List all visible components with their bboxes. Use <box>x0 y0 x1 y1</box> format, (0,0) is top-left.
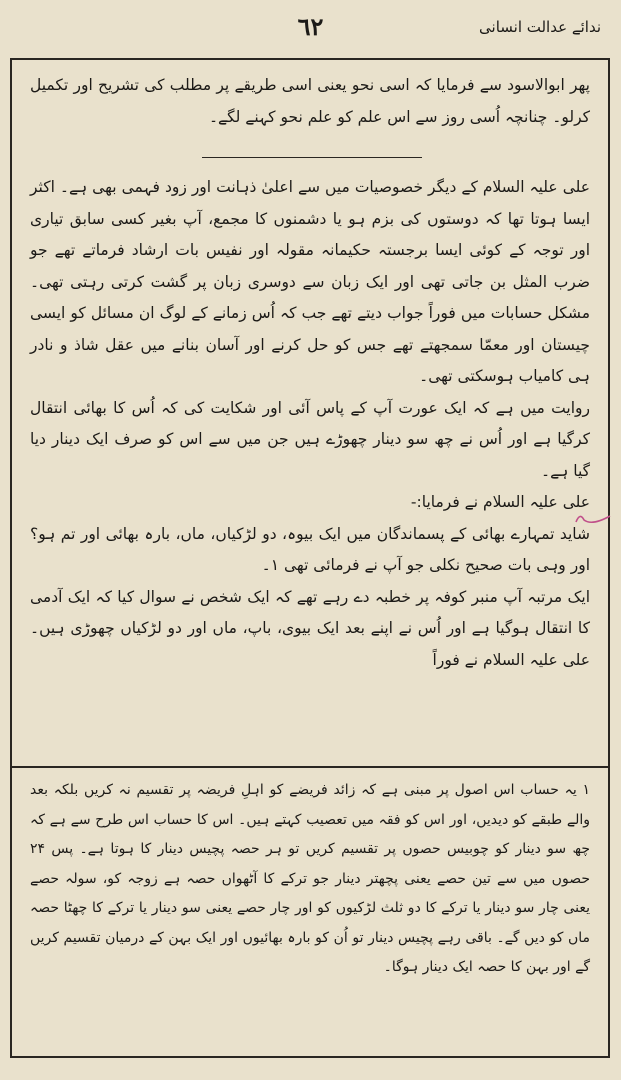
running-title: ندائے عدالت انسانی <box>479 18 601 36</box>
paragraph: ایک مرتبہ آپ منبر کوفہ پر خطبہ دے رہے تھے کہ ایک شخص نے سوال کیا کہ ایک آدمی کا انتقال ہوگیا ہے اور اُس نے اپنے بعد ایک بیوی، باپ، ماں اور دو لڑکیاں چھوڑی ہیں۔ علی علیہ السلام نے فوراً <box>30 587 590 669</box>
main-text <box>30 172 590 676</box>
page-header <box>0 6 621 46</box>
footnote-divider <box>12 766 608 768</box>
paragraph: علی علیہ السلام کے دیگر خصوصیات میں سے اعلیٰ ذہانت اور زود فہمی بھی ہے۔ اکثر ایسا ہوتا تھا کہ دوستوں کی بزم ہو یا دشمنوں کا مجمع، آپ بغیر کسی سابق تیاری اور توجہ کے کوئی ایسا برجستہ حکیمانہ مقولہ اور نفیس بات ارشاد فرماتے تھے جو ضرب المثل بن جاتی تھی اور ایک زبان سے دوسری زبان پر گشت کرتی رہتی تھی۔ مشکل حسابات میں فوراً جواب دیتے تھے جب کہ اُس زمانے کے لوگ ان مسائل کو ایسی چیستان اور معمّا سمجھتے تھے جس کو حل کرنے اور آسان بنانے میں عقل شاذ و نادر ہی کامیاب ہوسکتی تھی۔ <box>30 178 590 385</box>
text-frame <box>10 58 610 1058</box>
footnote-text: ۱ یہ حساب اس اصول پر مبنی ہے کہ زائد فریضے کو اہلِ فریضہ پر تقسیم نہ کریں بلکہ بعد والے طبقے کو دیدیں، اور اس کو فقہ میں تعصیب کہتے ہیں۔ اس کا حساب اس طرح سے ہے کہ چھ سو دینار کو چوبیس حصوں پر تقسیم کریں تو ہر حصہ پچیس دینار کا ہوتا ہے۔ پس ۲۴ حصوں میں سے تین حصے یعنی پچھتر دینار جو ترکے کا آٹھواں حصہ ہے زوجہ کو، سولہ حصے یعنی چار سو دینار یا ترکے کا دو ثلث لڑکیوں کو اور چار حصے یعنی سو دینار یا ترکے کا چھٹا حصہ ماں کو دیں گے۔ باقی رہے پچیس دینار تو اُن کو بارہ بھائیوں اور ایک بہن کے درمیان تقسیم کریں گے اور بہن کا حصہ ایک دینار ہوگا۔ <box>30 782 590 975</box>
intro-text <box>30 70 590 133</box>
pen-mark-icon <box>574 508 612 528</box>
footnote <box>30 776 590 983</box>
paragraph: پھر ابوالاسود سے فرمایا کہ اسی نحو یعنی اسی طریقے پر مطلب کی تشریح اور تکمیل کرلو۔ چنانچہ اُسی روز سے اس علم کو علم نحو کہنے لگے۔ <box>30 76 590 126</box>
paragraph: علی علیہ السلام نے فرمایا:- <box>410 493 590 511</box>
page-number: ٦٢ <box>297 12 324 41</box>
section-divider <box>202 157 422 158</box>
paragraph: شاید تمہارے بھائی کے پسماندگان میں ایک بیوہ، دو لڑکیاں، ماں، بارہ بھائی اور تم ہو؟ اور وہی بات صحیح نکلی جو آپ نے فرمائی تھی ۱۔ <box>30 524 590 574</box>
paragraph: روایت میں ہے کہ ایک عورت آپ کے پاس آئی اور شکایت کی کہ اُس کا بھائی انتقال کرگیا ہے اور اُس نے چھ سو دینار چھوڑے ہیں جن میں سے اس کو صرف ایک دینار دیا گیا ہے۔ <box>30 398 590 480</box>
